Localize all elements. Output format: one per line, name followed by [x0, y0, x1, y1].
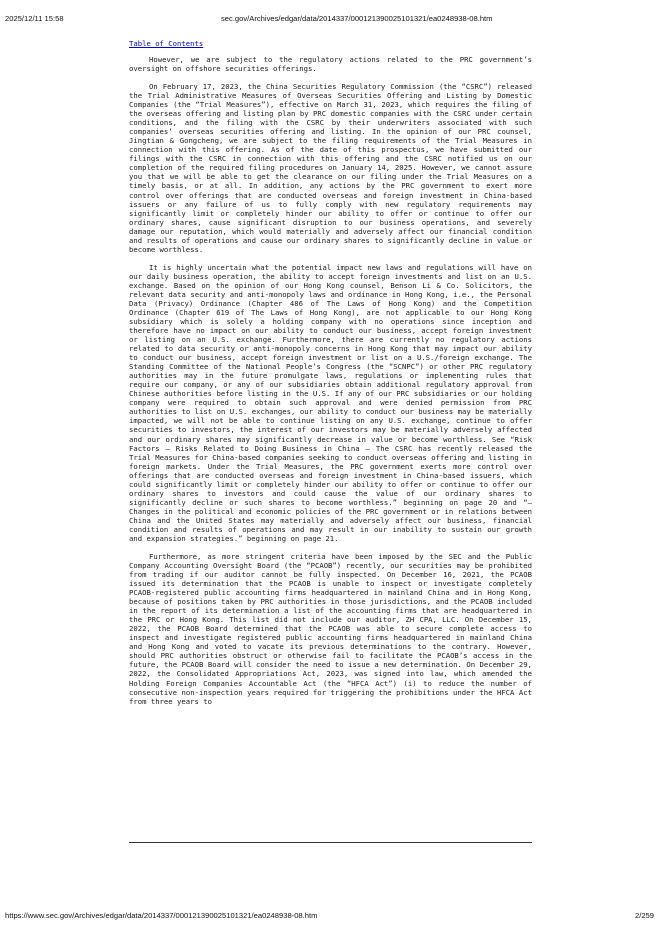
print-datetime: 2025/12/11 15:58	[5, 14, 64, 23]
paragraph-regulatory-impact: It is highly uncertain what the potential impact new laws and regulations will have on our daily business operation, the ability to accept foreign investments and list on an U.S. exchange. Based on the opinion of our Hong Kong counsel, Benson Li & Co. Solicitors, the relevant data security and anti-monopoly laws and ordinance in Hong Kong, i.e., the Personal Data (Privacy) Ordinance (Chapter 486 of The Laws of Hong Kong) and the Competition Ordinance (Chapter 619 of The Laws of Hong Kong), are not applicable to our Hong Kong subsidiary which is solely a holding company with no operations since inception and therefore have no impact on our ability to conduct our business, accept foreign investment or listing on an U.S. exchange. Furthermore, there are currently no regulatory actions related to data security or anti-monopoly concerns in Hong Kong that may impact our ability to conduct our business, accept foreign investment or list on a U.S./foreign exchange. The Standing Committee of the National People’s Congress (the “SCNPC”) or other PRC regulatory authorities may in the future promulgate laws, regulations or implementing rules that require our company, or any of our subsidiaries obtain additional regulatory approval from Chinese authorities before listing in the U.S. If any of our PRC subsidiaries or our holding company were required to obtain such approval and were denied permission from PRC authorities to list on U.S. exchanges, our ability to conduct our business may be materially impacted, we will not be able to continue listing on any U.S. exchange, continue to offer securities to investors, the interest of our investors may be materially adversely affected and our ordinary shares may significantly decrease in value or become worthless. See “Risk Factors — Risks Related to Doing Business in China — The CSRC has recently released the Trial Measures for China-based companies seeking to conduct overseas offering and listing in foreign markets. Under the Trial Measures, the PRC government exerts more control over offerings that are conducted overseas and foreign investment in China-based issuers, which could significantly limit or completely hinder our ability to offer or continue to offer our ordinary shares to investors and could cause the value of our ordinary shares to significantly decline or such shares to become worthless.” beginning on page 20 and “— Changes in the political and economic policies of the PRC government or in relations between China and the United States may materially and adversely affect our business, financial condition and results of operations and may result in our inability to sustain our growth and expansion strategies.” beginning on page 21.	[129, 262, 532, 544]
document-content	[129, 39, 532, 714]
print-page-number: 2/259	[634, 911, 654, 920]
paragraph-pcaob: Furthermore, as more stringent criteria have been imposed by the SEC and the Public Company Accounting Oversight Board (the “PCAOB”) recently, our securities may be prohibited from trading if our auditor cannot be fully inspected. On December 16, 2021, the PCAOB issued its determination that the PCAOB is unable to inspect or investigate completely PCAOB-registered public accounting firms headquartered in mainland China and in Hong Kong, because of positions taken by PRC authorities in those jurisdictions, and the PCAOB included in the report of its determination a list of the accounting firms that are headquartered in the PRC or Hong Kong. This list did not include our auditor, ZH CPA, LLC. On December 15, 2022, the PCAOB Board determined that the PCAOB was able to secure complete access to inspect and investigate registered public accounting firms headquartered in mainland China and Hong Kong and voted to vacate its previous determinations to the contrary. However, should PRC authorities obstruct or otherwise fail to facilitate the PCAOB’s access in the future, the PCAOB Board will consider the need to issue a new determination. On December 29, 2022, the Consolidated Appropriations Act, 2023, was signed into law, which amended the Holding Foreign Companies Accountable Act (the “HFCA Act”) (i) to reduce the number of consecutive non-inspection years required for triggering the prohibitions under the HFCA Act from three years to	[129, 551, 532, 706]
page-bottom-rule	[129, 842, 532, 843]
print-page-title: sec.gov/Archives/edgar/data/2014337/000121390025101321/ea0248938-08.htm	[221, 14, 493, 23]
print-url: https://www.sec.gov/Archives/edgar/data/2014337/000121390025101321/ea0248938-08.htm	[5, 911, 318, 920]
paragraph-csrc-trial-measures: On February 17, 2023, the China Securities Regulatory Commission (the “CSRC”) released the Trial Administrative Measures of Overseas Securities Offering and Listing by Domestic Companies (the “Trial Measures”), effective on March 31, 2023, which requires the filing of the overseas offering and listing plan by PRC domestic companies with the CSRC under certain conditions, and the filing with the CSRC by their underwriters associated with such companies’ overseas securities offering and listing. In the opinion of our PRC counsel, Jingtian & Gongcheng, we are subject to the filing requirements of the Trial Measures in connection with this offering. As of the date of this prospectus, we have submitted our filings with the CSRC in connection with this offering and the CSRC notified us on our completion of the required filing procedures on January 14, 2025. However, we cannot assure you that we will be able to get the clearance on our filing under the Trial Measures on a timely basis, or at all. In addition, any actions by the PRC government to exert more control over offerings that are conducted overseas and foreign investment in China-based issuers or any failure of us to fully comply with new regulatory requirements may significantly limit or completely hinder our ability to offer or continue to offer our ordinary shares, cause significant disruption to our business operations, and severely damage our reputation, which would materially and adversely affect our financial condition and results of operations and cause our ordinary shares to significantly decline in value or become worthless.	[129, 81, 532, 254]
paragraph-offshore-oversight: However, we are subject to the regulatory actions related to the PRC government’s oversight on offshore securities offerings.	[129, 55, 532, 74]
table-of-contents-link[interactable]: Table of Contents	[129, 39, 204, 48]
